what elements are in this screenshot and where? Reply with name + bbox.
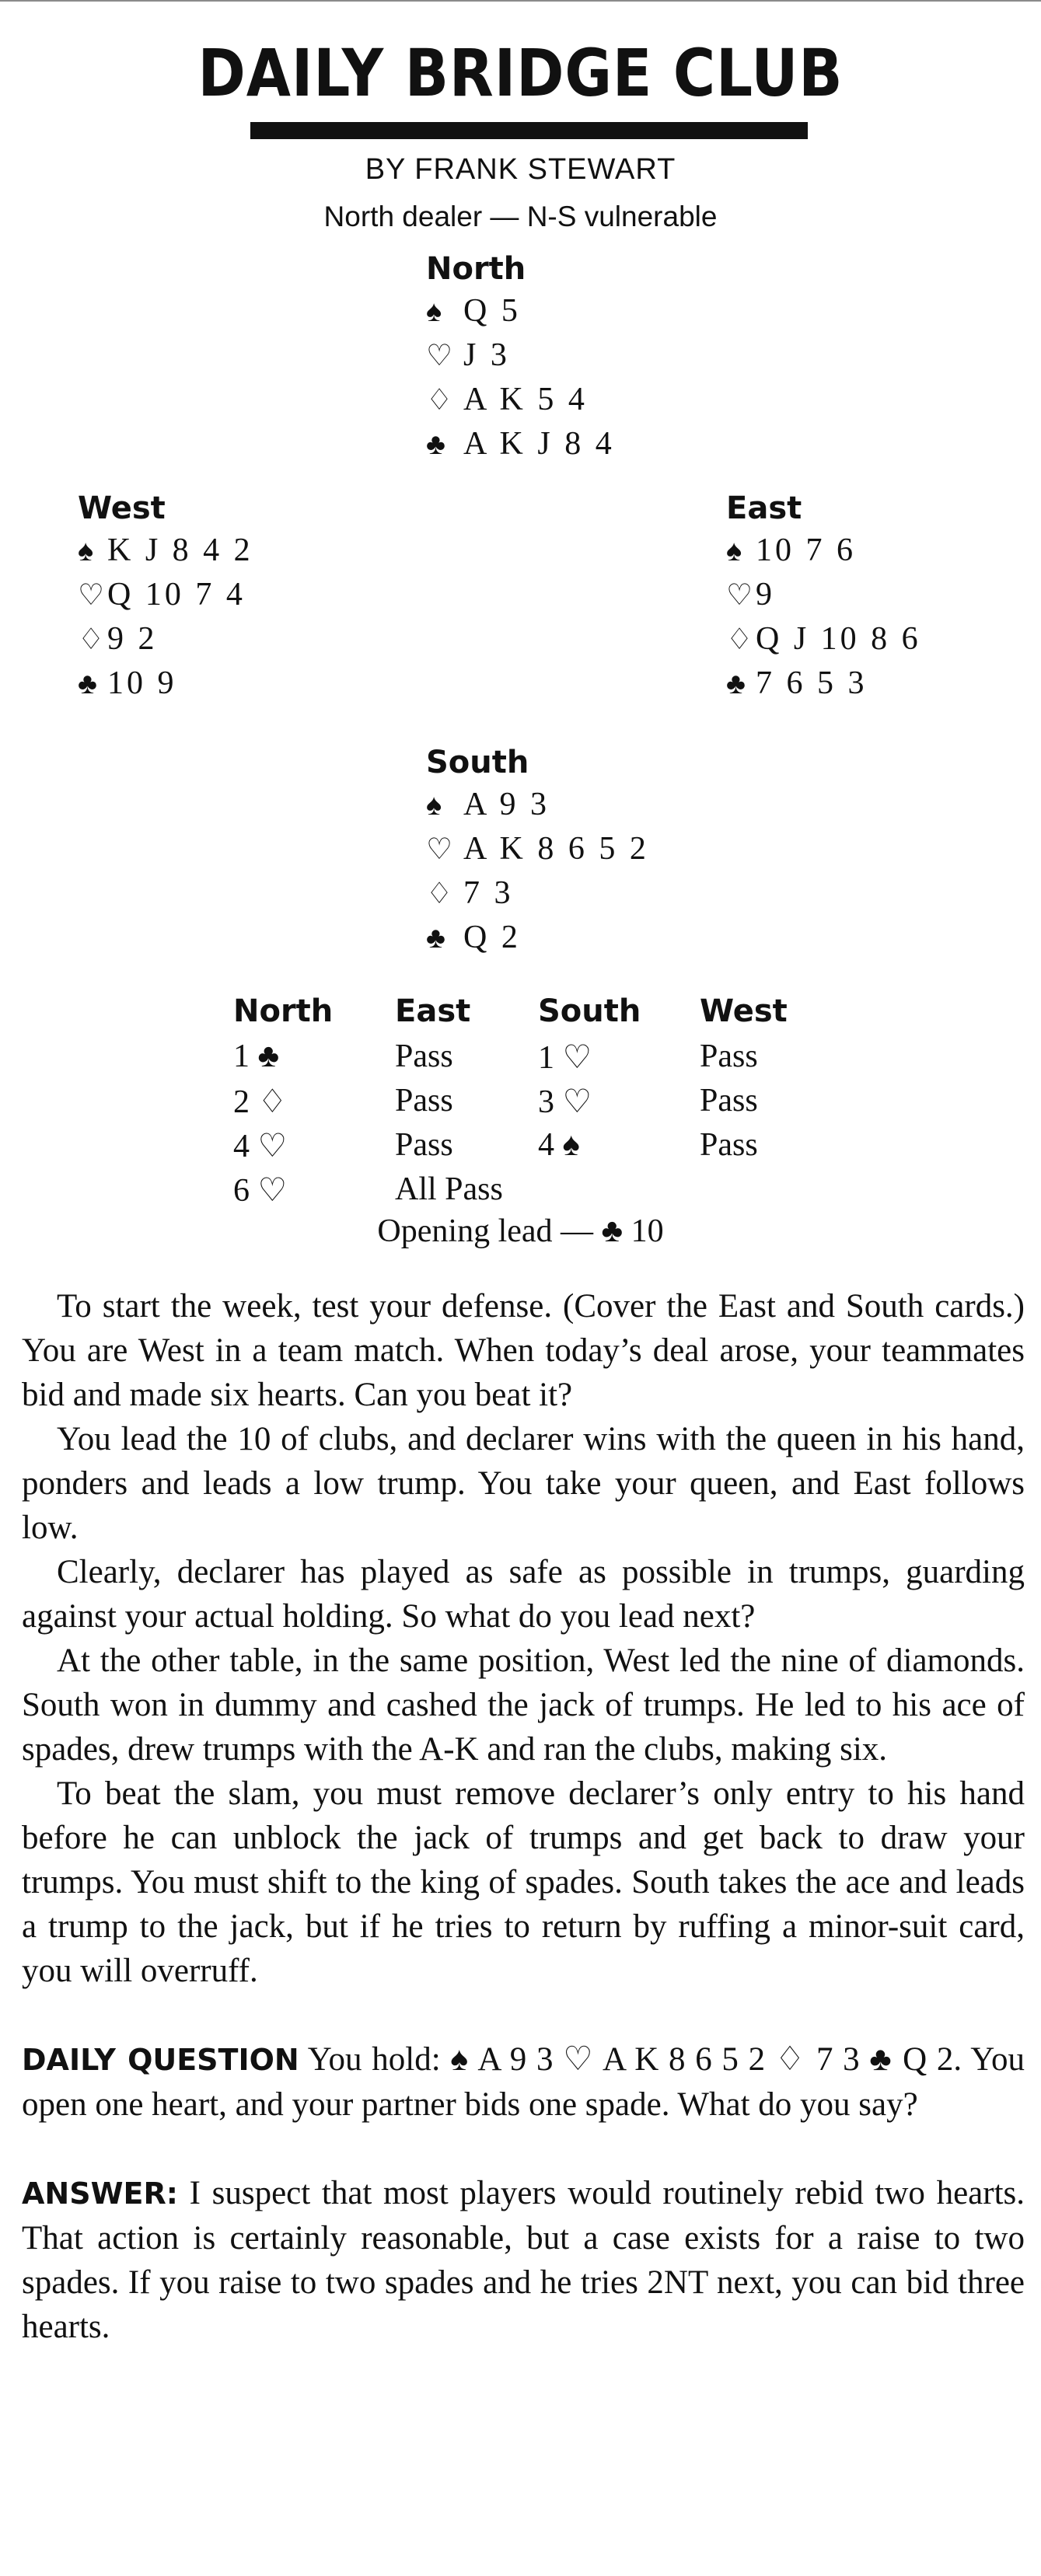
diamonds-cards: A K 5 4: [463, 382, 588, 417]
spade-icon: ♠: [426, 295, 442, 328]
auction-bid: 2 ♢: [233, 1084, 288, 1120]
hearts-cards: A K 8 6 5 2: [463, 831, 649, 867]
diamonds-cards: 7 3: [463, 875, 514, 911]
spades-row: [726, 529, 921, 573]
diamond-icon: ♢: [426, 878, 453, 910]
clubs-row: [726, 661, 921, 706]
article-paragraph: To start the week, test your defense. (Cover the East and South cards.) You are West in a team match. When today’s deal arose, your teammates bid and made six hearts. Can you beat it?: [22, 1288, 1025, 1413]
club-icon: ♣: [426, 428, 445, 461]
article-paragraph: You lead the 10 of clubs, and declarer wins with the queen in his hand, ponders and leads a low trump. You take your queen, and East follows low.: [22, 1421, 1025, 1546]
hearts-row: [426, 827, 649, 871]
diamond-icon: ♢: [726, 623, 753, 656]
hearts-row: [726, 573, 921, 617]
auction-header-east: East: [395, 993, 471, 1029]
auction-header-north: North: [233, 993, 334, 1029]
spades-cards: A 9 3: [463, 787, 550, 822]
auction-header-west: West: [700, 993, 788, 1029]
spade-icon: ♠: [78, 535, 94, 567]
hand-name: West: [78, 490, 166, 526]
spades-cards: K J 8 4 2: [107, 532, 253, 568]
clubs-cards: 10 9: [107, 665, 177, 701]
diamond-icon: ♢: [426, 384, 453, 417]
club-icon: ♣: [78, 668, 97, 700]
dealer-line: North dealer — N-S vulnerable: [323, 201, 718, 232]
clubs-row: [78, 661, 253, 706]
diamonds-row: [426, 378, 615, 422]
auction-bid: 6 ♡: [233, 1173, 288, 1209]
auction-bid: 3 ♡: [538, 1084, 592, 1120]
hand-name: South: [426, 745, 529, 780]
club-icon: ♣: [726, 668, 746, 700]
daily-question: [22, 2037, 1025, 2127]
auction-bid: Pass: [395, 1083, 453, 1119]
heart-icon: ♡: [78, 579, 105, 612]
diamonds-row: [726, 617, 921, 661]
heart-icon: ♡: [426, 833, 453, 866]
article-paragraph: Clearly, declarer has played as safe as possible in trumps, guarding against your actual holding. So what do you lead next?: [22, 1554, 1025, 1635]
auction-bid: Pass: [700, 1127, 758, 1163]
hearts-cards: 9: [756, 577, 775, 613]
hearts-row: [426, 333, 615, 378]
daily-question-label: DAILY QUESTION: [22, 2043, 299, 2077]
auction-bid: All Pass: [395, 1171, 503, 1207]
diamonds-cards: Q J 10 8 6: [756, 621, 921, 657]
opening-lead: Opening lead — ♣ 10: [377, 1213, 664, 1249]
hearts-cards: J 3: [463, 337, 510, 373]
heart-icon: ♡: [726, 579, 753, 612]
clubs-row: [426, 422, 615, 466]
top-rule: [0, 0, 1041, 2]
spade-icon: ♠: [726, 535, 742, 567]
spades-row: [78, 529, 253, 573]
west-hand: [78, 488, 253, 706]
diamond-icon: ♢: [78, 623, 105, 656]
auction-bid: Pass: [700, 1083, 758, 1119]
hearts-cards: Q 10 7 4: [107, 577, 246, 613]
south-hand: [426, 742, 649, 960]
club-icon: ♣: [426, 922, 445, 955]
hand-name: North: [426, 251, 526, 287]
daily-question-text: You hold: ♠ A 9 3 ♡ A K 8 6 5 2 ♢ 7 3 ♣ Q 2. You open one heart, and your partner bids one spade. What do you say?: [22, 2041, 1025, 2123]
spade-icon: ♠: [426, 789, 442, 822]
answer-text: I suspect that most players would routinely rebid two hearts. That action is certainly reasonable, but a case exists for a raise to two spades. If you raise to two spades and he tries 2NT next, you can bid three hearts.: [22, 2175, 1025, 2345]
column-title: DAILY BRIDGE CLUB: [197, 35, 844, 111]
article-paragraph: To beat the slam, you must remove declarer’s only entry to his hand before he can unblock the jack of trumps and get back to draw your trumps. You must shift to the king of spades. South takes the ace and leads a trump to the jack, but if he tries to return by ruffing a minor-suit card, you will overruff.: [22, 1775, 1025, 1989]
auction-bid: 4 ♠: [538, 1127, 580, 1163]
article-body: [22, 1284, 1025, 2349]
auction-bid: 4 ♡: [233, 1129, 288, 1164]
north-hand: [426, 249, 615, 466]
hand-name: East: [726, 490, 802, 526]
auction-header-south: South: [538, 993, 641, 1029]
spades-row: [426, 783, 649, 827]
clubs-row: [426, 916, 649, 960]
diamonds-row: [426, 871, 649, 916]
clubs-cards: A K J 8 4: [463, 426, 615, 462]
answer: [22, 2171, 1025, 2349]
spades-cards: 10 7 6: [756, 532, 856, 568]
diamonds-row: [78, 617, 253, 661]
hearts-row: [78, 573, 253, 617]
east-hand: [726, 488, 921, 706]
spades-cards: Q 5: [463, 293, 521, 329]
title-underline-bar: [250, 122, 808, 139]
byline: BY FRANK STEWART: [365, 153, 676, 186]
article-paragraph: At the other table, in the same position, West led the nine of diamonds. South won in dummy and cashed the jack of trumps. He led to his ace of spades, drew trumps with the A-K and ran the clubs, making six.: [22, 1642, 1025, 1768]
answer-label: ANSWER:: [22, 2176, 178, 2211]
clubs-cards: Q 2: [463, 920, 521, 955]
diamonds-cards: 9 2: [107, 621, 158, 657]
auction-bid: Pass: [700, 1038, 758, 1074]
spades-row: [426, 289, 615, 333]
clubs-cards: 7 6 5 3: [756, 665, 868, 701]
auction-bid: 1 ♣: [233, 1038, 280, 1074]
auction-bid: Pass: [395, 1127, 453, 1163]
auction-bid: 1 ♡: [538, 1040, 592, 1076]
heart-icon: ♡: [426, 340, 453, 372]
auction-bid: Pass: [395, 1038, 453, 1074]
